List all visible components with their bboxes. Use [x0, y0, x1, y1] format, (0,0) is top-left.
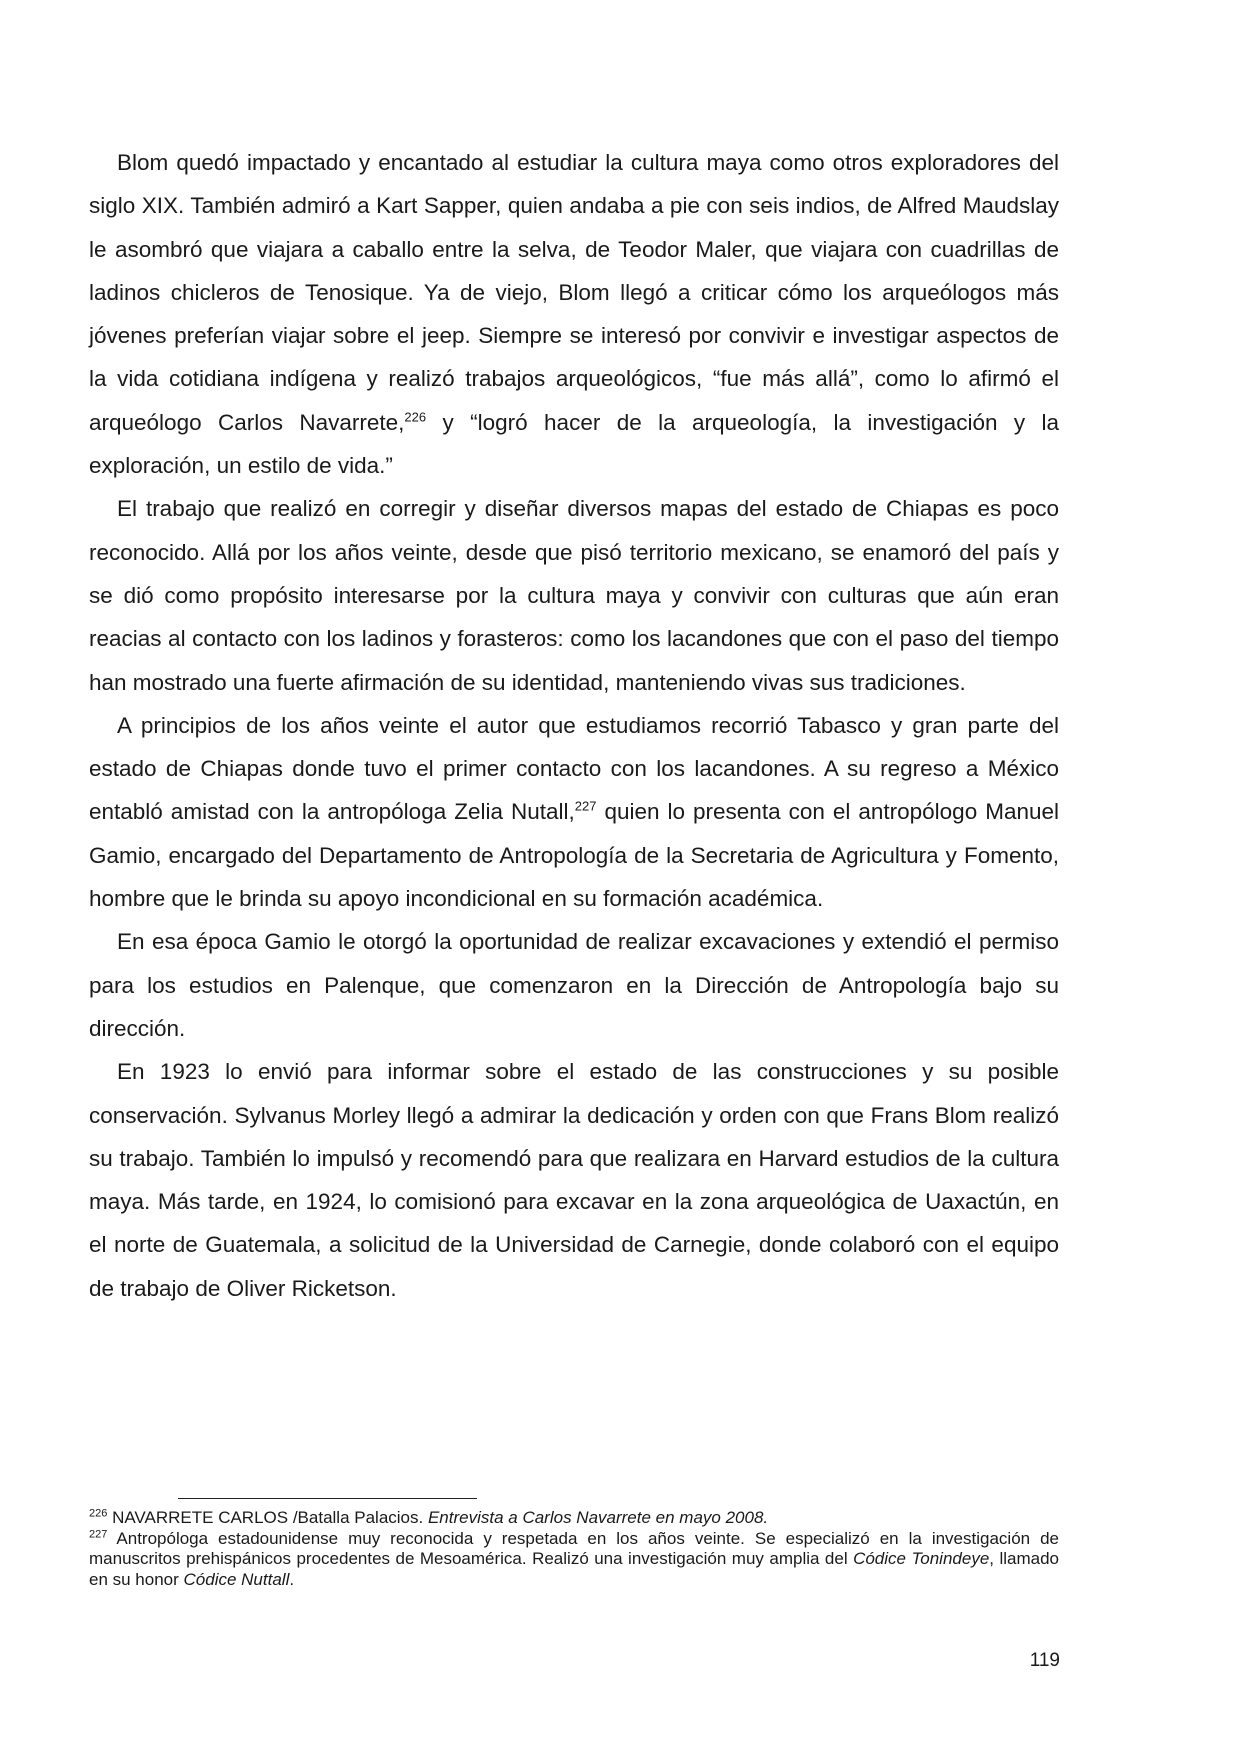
paragraph-3-text: A principios de los años veinte el autor que estudiamos recorrió Tabasco y gran parte del estado de Chiapas donde tuvo el primer contacto con los lacandones. A su regreso a México entabló amistad con la antropóloga Zelia Nutall,	[89, 712, 1059, 825]
footnote-ref-227: 227	[574, 798, 597, 814]
footnote-separator	[178, 1498, 477, 1499]
paragraph-2: El trabajo que realizó en corregir y diseñar diversos mapas del estado de Chiapas es poco reconocido. Allá por los años veinte, desde que pisó territorio mexicano, se enamoró del país y se dió como propósito interesarse por la cultura maya y convivir con culturas que aún eran reacias al contacto con los ladinos y forasteros: como los lacandones que con el paso del tiempo han mostrado una fuerte afirmación de su identidad, manteniendo vivas sus tradiciones.	[89, 496, 1059, 695]
page-number: 119	[1029, 1650, 1060, 1671]
paragraph-1	[89, 141, 1059, 487]
paragraph-1-text-cont: y “logró hacer de la arqueología, la investigación y la exploración, un estilo de vida.”	[89, 409, 1059, 479]
paragraph-4: En esa época Gamio le otorgó la oportunidad de realizar excavaciones y extendió el permiso para los estudios en Palenque, que comenzaron en la Dirección de Antropología bajo su dirección.	[89, 929, 1059, 1041]
paragraph-3	[89, 704, 1059, 920]
footnote-226-text: NAVARRETE CARLOS /Batalla Palacios.	[107, 1508, 428, 1527]
footnote-227	[89, 1529, 1059, 1591]
footnotes	[89, 1508, 1059, 1590]
body-text	[89, 141, 1059, 1310]
footnote-227-codex-1: Códice Tonindeye	[853, 1549, 990, 1569]
footnote-226	[89, 1508, 1059, 1529]
footnote-227-codex-2: Códice Nuttall	[183, 1569, 290, 1589]
footnote-227-text-2: , llamado en su honor	[89, 1549, 1059, 1589]
paragraph-5: En 1923 lo envió para informar sobre el estado de las construcciones y su posible conservación. Sylvanus Morley llegó a admirar la dedicación y orden con que Frans Blom realizó su trabajo. También lo impulsó y recomendó para que realizara en Harvard estudios de la cultura maya. Más tarde, en 1924, lo comisionó para excavar en la zona arqueológica de Uaxactún, en el norte de Guatemala, a solicitud de la Universidad de Carnegie, donde colaboró con el equipo de trabajo de Oliver Ricketson.	[89, 1059, 1059, 1301]
footnote-227-end: .	[289, 1569, 295, 1589]
footnote-number-227: 227	[89, 1527, 108, 1540]
paragraph-3-text-cont: quien lo presenta con el antropólogo Manuel Gamio, encargado del Departamento de Antropología de la Secretaria de Agricultura y Fomento, hombre que le brinda su apoyo incondicional en su formación académica.	[89, 799, 1059, 912]
paragraph-1-text: Blom quedó impactado y encantado al estudiar la cultura maya como otros exploradores del siglo XIX. También admiró a Kart Sapper, quien andaba a pie con seis indios, de Alfred Maudslay le asombró que viajara a caballo entre la selva, de Teodor Maler, que viajara con cuadrillas de ladinos chicleros de Tenosique. Ya de viejo, Blom llegó a criticar cómo los arqueólogos más jóvenes preferían viajar sobre el jeep. Siempre se interesó por convivir e investigar aspectos de la vida cotidiana indígena y realizó trabajos arqueológicos, “fue más allá”, como lo afirmó el arqueólogo Carlos Navarrete,	[89, 150, 1059, 435]
footnote-ref-226: 226	[404, 409, 427, 425]
footnote-227-text: Antropóloga estadounidense muy reconocida y respetada en los años veinte. Se especializó en la investigación de manuscritos prehispánicos procedentes de Mesoamérica. Realizó una investigación muy amplia del	[89, 1528, 1059, 1569]
footnote-226-title: Entrevista a Carlos Navarrete en mayo 2008.	[427, 1508, 769, 1527]
footnote-number-226: 226	[89, 1507, 108, 1520]
